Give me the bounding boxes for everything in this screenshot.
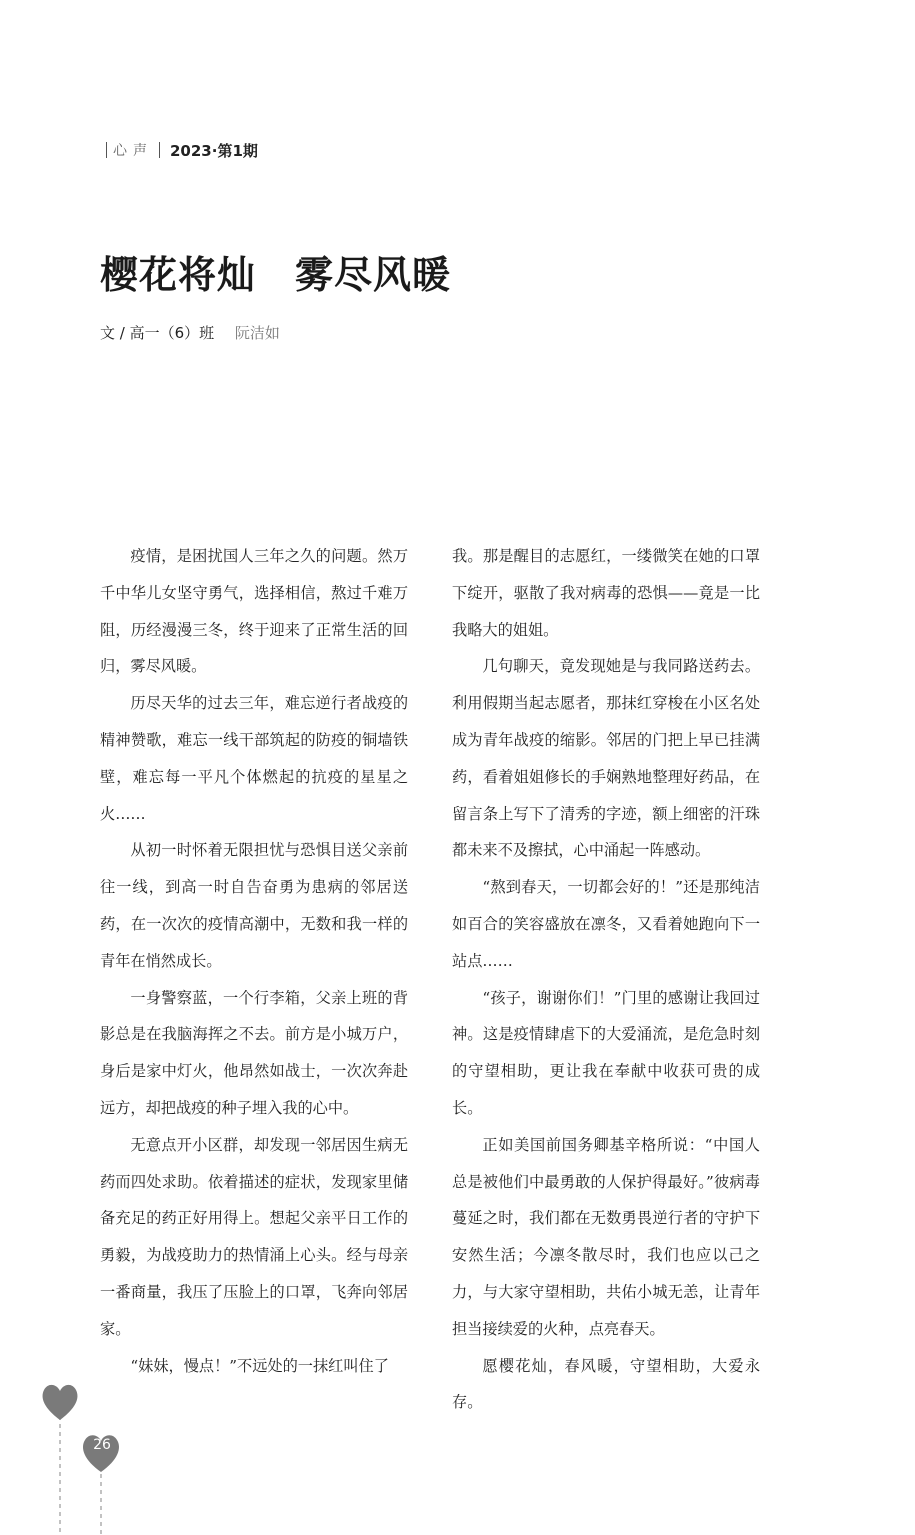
page-number: 26 — [93, 1437, 111, 1453]
byline — [100, 322, 280, 343]
paragraph: “妹妹，慢点！”不远处的一抹红叫住了 — [130, 1356, 389, 1375]
article-title: 樱花将灿 雾尽风暖 — [100, 252, 452, 297]
paragraph: 愿樱花灿，春风暖，守望相助，大爱永存。 — [452, 1356, 760, 1412]
issue-number: 2023·第1期 — [170, 141, 258, 160]
header-divider — [106, 142, 107, 158]
header-divider — [159, 142, 160, 158]
heart-icon — [43, 1385, 78, 1420]
paragraph: 我。那是醒目的志愿红，一缕微笑在她的口罩下绽开，驱散了我对病毒的恐惧——竟是一比我略大的姐姐。 — [452, 547, 760, 639]
paragraph: 疫情，是困扰国人三年之久的问题。然万千中华儿女坚守勇气，选择相信，熬过千难万阻，历经漫漫三冬，终于迎来了正常生活的回归，雾尽风暖。 — [100, 547, 408, 676]
paragraph: 无意点开小区群，却发现一邻居因生病无药而四处求助。依着描述的症状，发现家里储备充足的药正好用得上。想起父亲平日工作的勇毅，为战疫助力的热情涌上心头。经与母亲一番商量，我压了压脸上的口罩，飞奔向邻居家。 — [100, 1135, 408, 1338]
paragraph: 历尽天华的过去三年，难忘逆行者战疫的精神赞歌，难忘一线干部筑起的防疫的铜墙铁壁，难忘每一平凡个体燃起的抗疫的星星之火…… — [100, 694, 408, 823]
section-name: 心声 — [113, 143, 153, 159]
paragraph: “孩子，谢谢你们！”门里的感谢让我回过神。这是疫情肆虐下的大爱涌流，是危急时刻的守望相助，更让我在奉献中收获可贵的成长。 — [452, 988, 760, 1117]
paragraph: 正如美国前国务卿基辛格所说：“中国人总是被他们中最勇敢的人保护得最好。”彼病毒蔓延之时，我们都在无数勇畏逆行者的守护下安然生活；今凛冬散尽时，我们也应以己之力，与大家守望相助，共佑小城无恙，让青年担当接续爱的火种，点亮春天。 — [452, 1135, 760, 1338]
paragraph: “熬到春天，一切都会好的！”还是那纯洁如百合的笑容盛放在凛冬，又看着她跑向下一站点…… — [452, 878, 760, 970]
issue-header — [100, 138, 258, 162]
paragraph: 几句聊天，竟发现她是与我同路送药去。利用假期当起志愿者，那抹红穿梭在小区名处成为青年战疫的缩影。邻居的门把上早已挂满药，看着姐姐修长的手娴熟地整理好药品，在留言条上写下了清秀的字迹，额上细密的汗珠都未来不及擦拭，心中涌起一阵感动。 — [452, 657, 760, 860]
heart-decoration — [0, 1380, 140, 1535]
paragraph: 一身警察蓝，一个行李箱，父亲上班的背影总是在我脑海挥之不去。前方是小城万户，身后是家中灯火，他昂然如战士，一次次奔赴远方，却把战疫的种子埋入我的心中。 — [100, 988, 408, 1117]
right-column — [452, 538, 760, 1421]
paragraph: 从初一时怀着无限担忧与恐惧目送父亲前往一线，到高一时自告奋勇为患病的邻居送药，在一次次的疫情高潮中，无数和我一样的青年在悄然成长。 — [100, 841, 408, 970]
byline-author: 阮洁如 — [234, 324, 280, 342]
byline-class: 文 / 高一（6）班 — [100, 324, 215, 342]
left-column — [100, 538, 408, 1384]
